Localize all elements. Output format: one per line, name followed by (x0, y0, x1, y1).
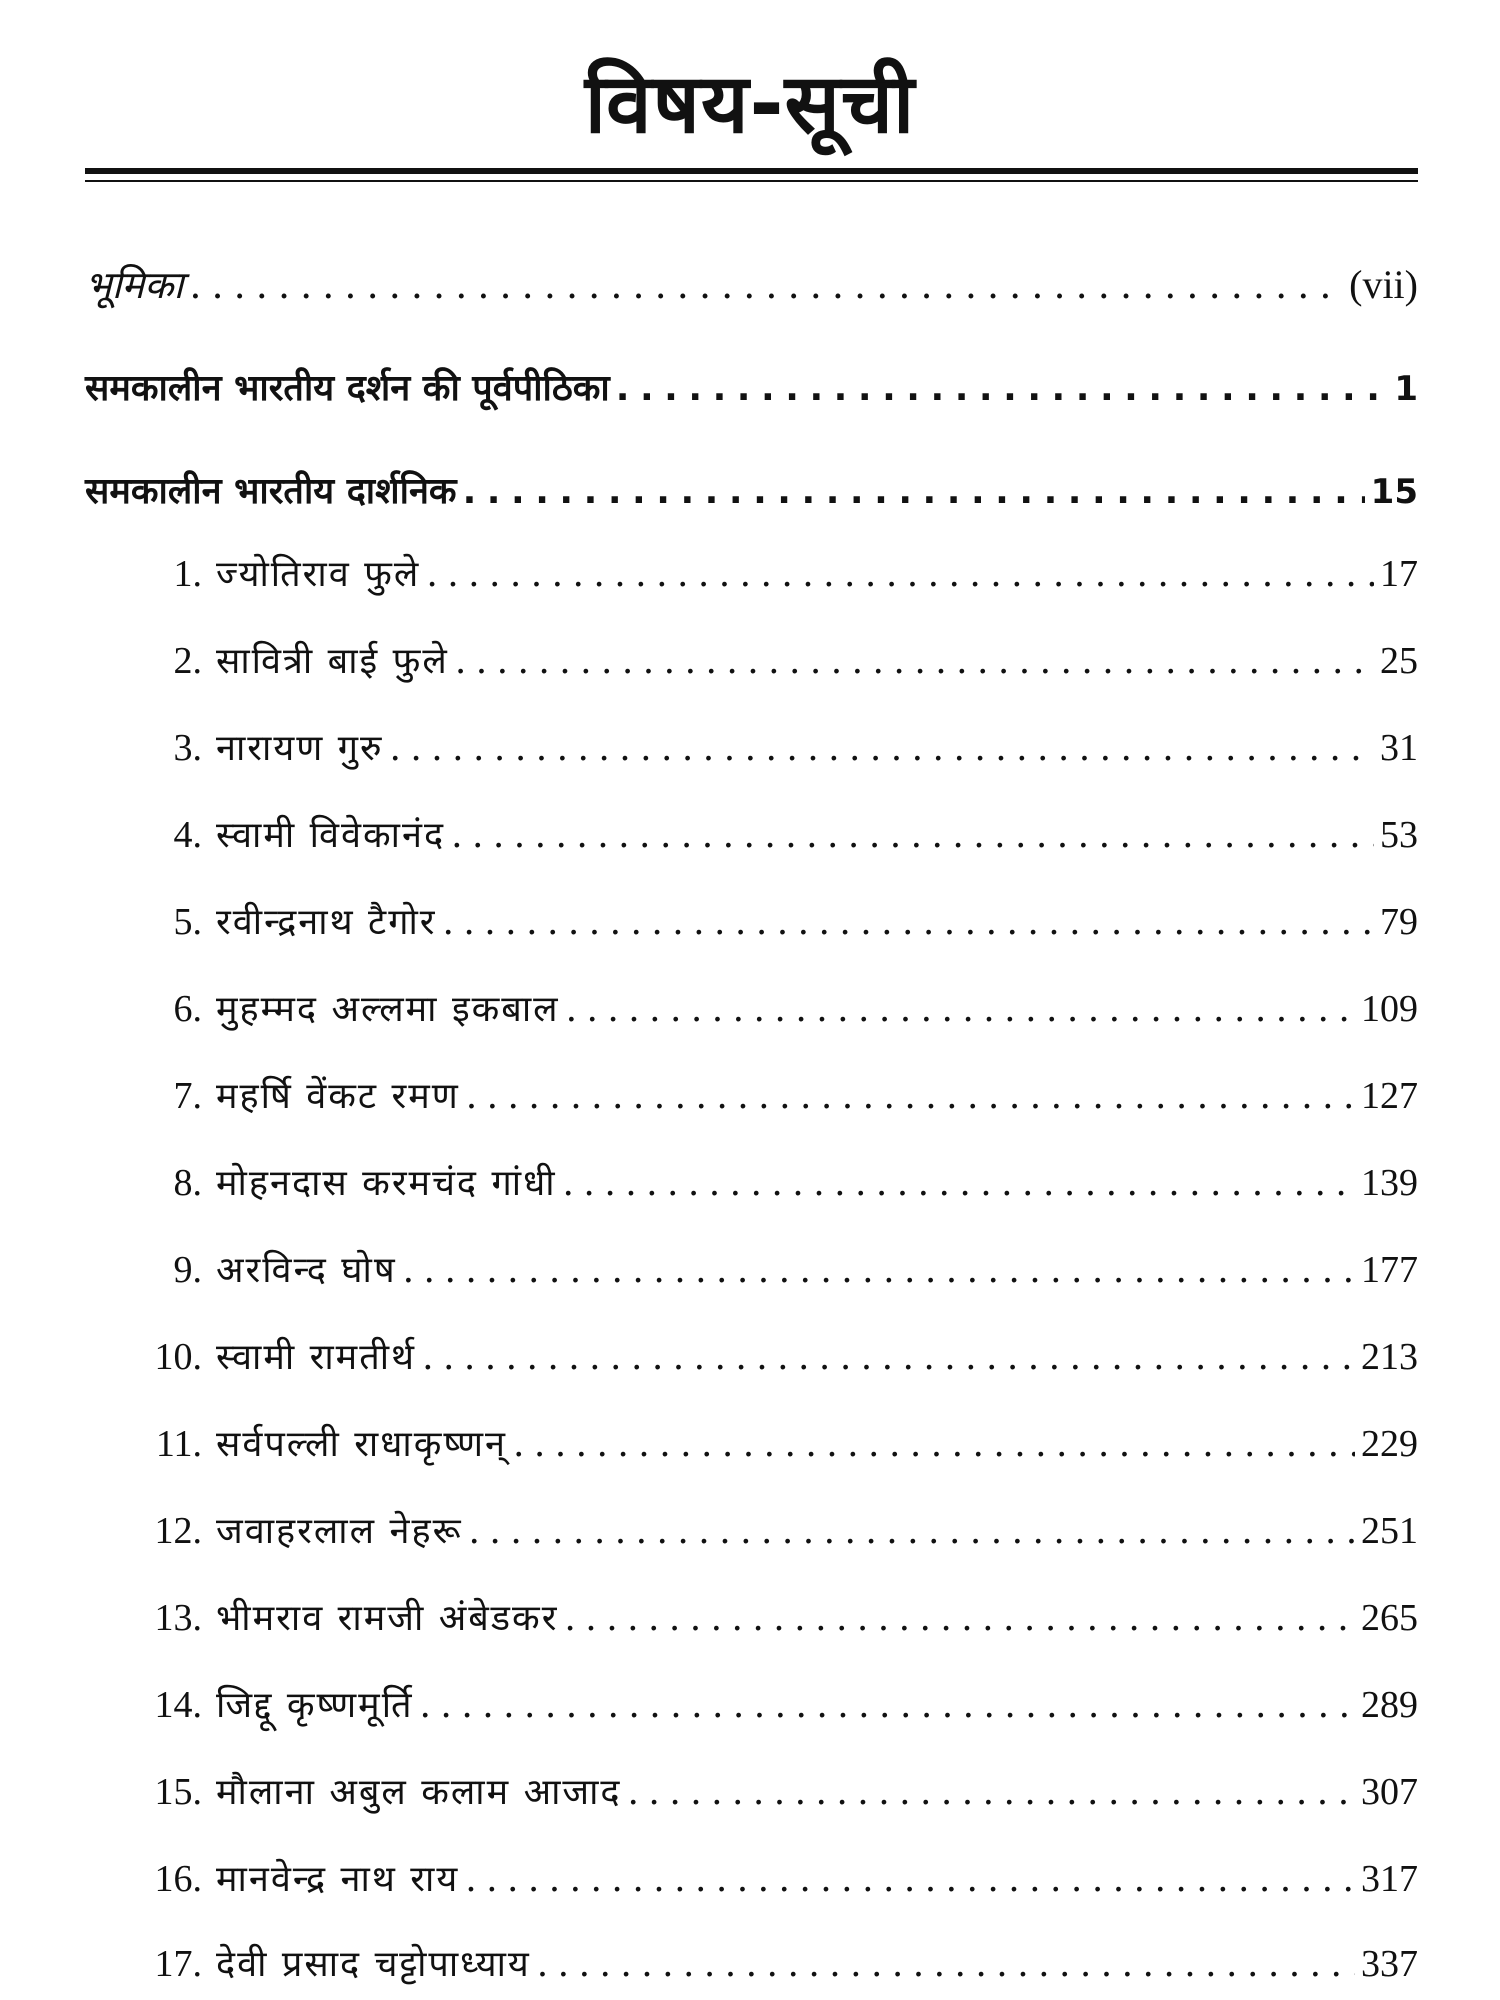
toc-item-label: स्वामी रामतीर्थ (216, 1337, 417, 1378)
toc-page-number: 307 (1361, 1771, 1418, 1813)
dot-leader (566, 989, 1355, 1030)
toc-item-label: मोहनदास करमचंद गांधी (216, 1163, 557, 1204)
dot-leader (390, 728, 1375, 769)
toc-page-number: 251 (1361, 1510, 1418, 1552)
toc-item-number: 14. (154, 1684, 202, 1726)
dot-leader (443, 902, 1374, 943)
toc-item-label: ज्योतिराव फुले (216, 554, 421, 595)
toc-item-number: 10. (154, 1336, 202, 1378)
toc-item[interactable] (120, 1418, 1418, 1467)
toc-item-number: 4. (173, 814, 202, 856)
dot-leader (628, 1772, 1355, 1813)
toc-item-label: मानवेन्द्र नाथ राय (216, 1859, 460, 1900)
toc-item-number: 11. (155, 1423, 202, 1465)
toc-item-number: 6. (173, 988, 202, 1030)
dot-leader (563, 1163, 1355, 1204)
toc-item-number: 2. (173, 640, 202, 682)
toc-page-number: 229 (1361, 1423, 1418, 1465)
toc-item[interactable] (120, 983, 1418, 1032)
toc-page-number: 317 (1361, 1858, 1418, 1900)
toc-item[interactable] (120, 1938, 1418, 1987)
dot-leader (455, 641, 1374, 682)
dot-leader (426, 554, 1374, 595)
toc-item[interactable] (120, 809, 1418, 858)
toc-section-philosophers[interactable] (85, 465, 1418, 514)
toc-item[interactable] (120, 1244, 1418, 1293)
toc-page-number: 25 (1380, 640, 1418, 682)
toc-item-label: देवी प्रसाद चट्टोपाध्याय (216, 1944, 531, 1985)
dot-leader (465, 1859, 1355, 1900)
toc-item-label: सावित्री बाई फुले (216, 641, 449, 682)
toc-item[interactable] (120, 896, 1418, 945)
toc-item-number: 7. (173, 1075, 202, 1117)
toc-item-label: महर्षि वेंकट रमण (216, 1076, 460, 1117)
dot-leader (189, 263, 1343, 307)
dot-leader (513, 1424, 1355, 1465)
toc-item[interactable] (120, 1505, 1418, 1554)
toc-item[interactable] (120, 1331, 1418, 1380)
dot-leader (564, 1598, 1355, 1639)
toc-page-number: 127 (1361, 1075, 1418, 1117)
toc-item[interactable] (120, 722, 1418, 771)
toc-item-label: मुहम्मद अल्लमा इकबाल (216, 989, 560, 1030)
toc-item[interactable] (120, 1592, 1418, 1641)
toc-item-label: सर्वपल्ली राधाकृष्णन् (216, 1424, 507, 1465)
dot-leader (537, 1944, 1355, 1985)
toc-page-number: 53 (1380, 814, 1418, 856)
toc-item-label: जिद्दू कृष्णमूर्ति (216, 1685, 414, 1726)
toc-item[interactable] (120, 1070, 1418, 1119)
toc-page-number: 1 (1394, 369, 1418, 409)
toc-page-number: 289 (1361, 1684, 1418, 1726)
toc-page-number: 177 (1361, 1249, 1418, 1291)
toc-section-label: समकालीन भारतीय दर्शन की पूर्वपीठिका (85, 368, 610, 409)
toc-item-number: 16. (154, 1858, 202, 1900)
toc-page-number: 17 (1380, 553, 1418, 595)
toc-page-number: 337 (1361, 1943, 1418, 1985)
title-rule-thin (85, 180, 1418, 182)
toc-item-number: 17. (154, 1943, 202, 1985)
toc-item[interactable] (120, 1766, 1418, 1815)
toc-entry-intro[interactable] (85, 258, 1418, 310)
toc-item[interactable] (120, 1679, 1418, 1728)
dot-leader (463, 471, 1365, 512)
toc-item[interactable] (120, 1157, 1418, 1206)
toc-item-label: नारायण गुरु (216, 728, 384, 769)
toc-page-number: 109 (1361, 988, 1418, 1030)
toc-item-label: जवाहरलाल नेहरू (216, 1511, 463, 1552)
toc-entry-label: भूमिका (85, 263, 184, 307)
title-rule-thick (85, 168, 1418, 174)
toc-item[interactable] (120, 635, 1418, 684)
toc-page-number: (vii) (1349, 262, 1418, 307)
toc-page-number: 213 (1361, 1336, 1418, 1378)
toc-page-number: 139 (1361, 1162, 1418, 1204)
dot-leader (469, 1511, 1355, 1552)
toc-page-number: 15 (1370, 472, 1418, 512)
toc-item-number: 9. (173, 1249, 202, 1291)
toc-section-background[interactable] (85, 362, 1418, 411)
toc-page-number: 31 (1380, 727, 1418, 769)
toc-item-label: भीमराव रामजी अंबेडकर (216, 1598, 559, 1639)
dot-leader (451, 815, 1374, 856)
dot-leader (422, 1337, 1355, 1378)
dot-leader (616, 368, 1389, 409)
toc-page-number: 79 (1380, 901, 1418, 943)
dot-leader (466, 1076, 1355, 1117)
toc-item[interactable] (120, 1853, 1418, 1902)
toc-item-label: रवीन्द्रनाथ टैगोर (216, 902, 437, 943)
dot-leader (420, 1685, 1355, 1726)
page-title: विषय-सूची (584, 57, 916, 152)
toc-item-number: 1. (173, 553, 202, 595)
toc-item-number: 5. (173, 901, 202, 943)
toc-item-number: 8. (173, 1162, 202, 1204)
toc-section-label: समकालीन भारतीय दार्शनिक (85, 471, 457, 512)
toc-item-label: स्वामी विवेकानंद (216, 815, 446, 856)
toc-item-number: 15. (154, 1771, 202, 1813)
toc-item-number: 13. (154, 1597, 202, 1639)
dot-leader (403, 1250, 1355, 1291)
toc-item-number: 12. (154, 1510, 202, 1552)
toc-item[interactable] (120, 548, 1418, 597)
toc-item-label: मौलाना अबुल कलाम आजाद (216, 1772, 622, 1813)
toc-item-label: अरविन्द घोष (216, 1250, 397, 1291)
toc-page-number: 265 (1361, 1597, 1418, 1639)
toc-item-number: 3. (173, 727, 202, 769)
